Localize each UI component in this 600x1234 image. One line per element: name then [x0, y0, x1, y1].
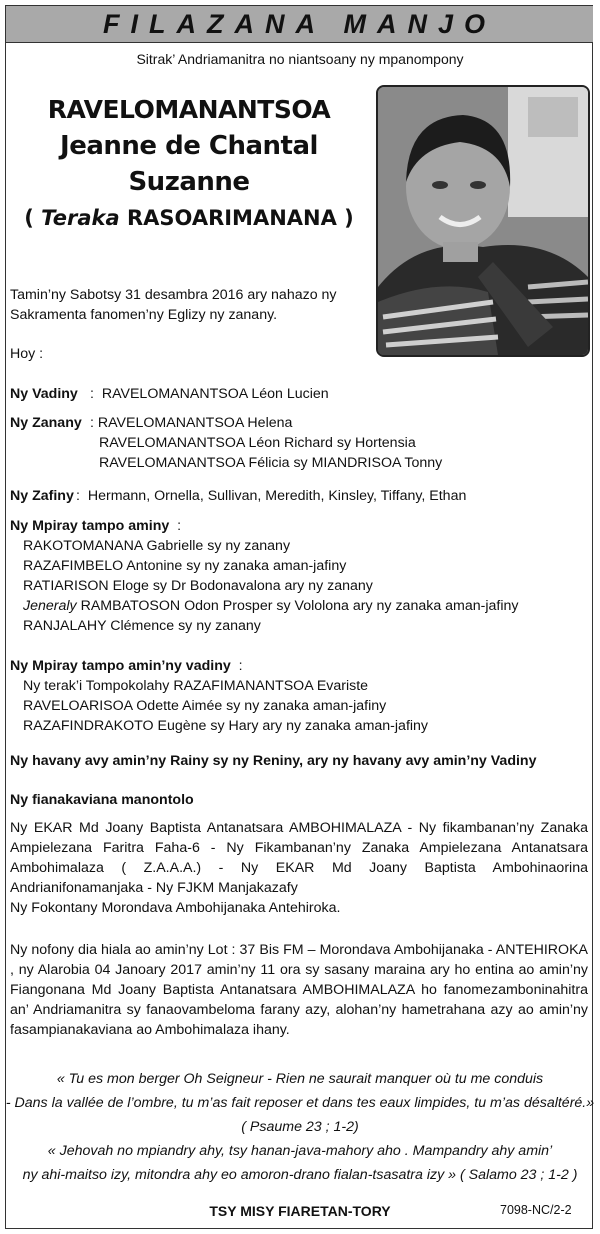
teraka-word: Teraka	[41, 206, 120, 230]
maiden-surname: RASOARIMANANA )	[119, 206, 354, 230]
quote-line: « Jehovah no mpiandry ahy, tsy hanan-java-mahory aho . Mampandry ahy amin’	[47, 1143, 553, 1159]
zanany-label: Ny Zanany	[10, 415, 82, 431]
vadiny-row	[10, 384, 329, 404]
mpiray2-label: Ny Mpiray tampo amin’ny vadiny	[10, 658, 231, 674]
mpiray1-item	[10, 596, 519, 616]
mpiray1-item-text: RAMBATOSON Odon Prosper sy Vololona ary ny zanaka aman-jafiny	[76, 598, 519, 614]
subtitle: Sitrak’ Andriamanitra no niantsoany ny mpanompony	[136, 51, 464, 67]
maiden-name	[14, 200, 364, 236]
portrait-photo	[376, 85, 590, 357]
mpiray1-item: RANJALAHY Clémence sy ny zanany	[23, 618, 261, 634]
vadiny-label: Ny Vadiny	[10, 386, 78, 402]
footer-reference: 7098-NC/2-2	[500, 1203, 572, 1217]
fianakaviana-paragraph: Ny EKAR Md Joany Baptista Antanatsara AMBOHIMALAZA - Ny fikambanan’ny Zanaka Ampielezana Faritra Faha-6 - Ny Fikambanan’ny Zanaka Ampielezana Antanatsara Ambohimalaza ( Z.A.A.A.) - Ny EKAR Md Joany Baptista Ambohinaorina Andrianifonamanjaka - Ny FJKM Manjakazafy	[10, 820, 588, 896]
header-title: FILAZANA MANJO	[103, 8, 496, 39]
mpiray2-item: RAVELOARISOA Odette Aimée sy ny zanaka aman-jafiny	[23, 698, 387, 714]
zafiny-value: Hermann, Ornella, Sullivan, Meredith, Kinsley, Tiffany, Ethan	[87, 488, 467, 504]
zafiny-sep: :	[76, 488, 80, 504]
mpiray1-section	[10, 516, 519, 636]
mpiray2-item: Ny terak’i Tompokolahy RAZAFIMANANTSOA Evariste	[23, 678, 369, 694]
zanany-value-2: RAVELOMANANTSOA Léon Richard sy Hortensia	[99, 435, 416, 451]
mpiray2-item: RAZAFINDRAKOTO Eugène sy Hary ary ny zanaka aman-jafiny	[23, 718, 429, 734]
havany-line: Ny havany avy amin’ny Rainy sy ny Reniny, ary ny havany avy amin’ny Vadiny	[10, 753, 537, 769]
quote-line: « Tu es mon berger Oh Seigneur - Rien ne saurait manquer où tu me conduis	[56, 1071, 544, 1087]
mpiray1-item: RAZAFIMBELO Antonine sy ny zanaka aman-jafiny	[23, 558, 347, 574]
quote-line: - Dans la vallée de l’ombre, tu m’as fait reposer et dans tes eaux limpides, tu m’as désaltéré.»	[5, 1095, 595, 1111]
zanany-value-3: RAVELOMANANTSOA Félicia sy MIANDRISOA Tonny	[99, 455, 443, 471]
zafiny-row	[10, 486, 466, 506]
hoy-text: Hoy :	[10, 346, 44, 362]
mpiray1-sep: :	[177, 518, 182, 534]
deceased-given-name-1: Jeanne de Chantal	[60, 131, 318, 161]
mpiray1-label: Ny Mpiray tampo aminy	[10, 518, 170, 534]
zafiny-label: Ny Zafiny	[10, 488, 74, 504]
jeneraly-title: Jeneraly	[23, 598, 77, 614]
quote-line: ny ahi-maitso izy, mitondra ahy eo amoron-drano fialan-tsasatra izy » ( Salamo 23 ; 1-2 )	[22, 1167, 578, 1183]
mpiray2-sep: :	[238, 658, 243, 674]
vadiny-value: RAVELOMANANTSOA Léon Lucien	[101, 386, 329, 402]
fokontany-line: Ny Fokontany Morondava Ambohijanaka Antehiroka.	[10, 900, 341, 916]
deceased-surname: RAVELOMANANTSOA	[47, 95, 331, 124]
maiden-open: (	[24, 206, 42, 230]
zanany-sep: :	[90, 415, 94, 431]
zanany-value-1: RAVELOMANANTSOA Helena	[97, 415, 293, 431]
zanany-row	[10, 413, 442, 473]
mpiray2-section	[10, 656, 428, 736]
vadiny-sep: :	[90, 386, 94, 402]
mpiray1-item: RAKOTOMANANA Gabrielle sy ny zanany	[23, 538, 291, 554]
fianakaviana-text	[10, 818, 588, 918]
fianakaviana-label: Ny fianakaviana manontolo	[10, 792, 194, 808]
deceased-given-name-2: Suzanne	[128, 167, 250, 197]
mpiray1-item: RATIARISON Eloge sy Dr Bodonavalona ary ny zanany	[23, 578, 373, 594]
intro-text: Tamin’ny Sabotsy 31 desambra 2016 ary nahazo ny Sakramenta fanomen’ny Eglizy ny zanany.	[10, 287, 337, 323]
deceased-names	[14, 92, 364, 236]
notice-header	[6, 6, 593, 43]
quote-reference: ( Psaume 23 ; 1-2)	[241, 1119, 359, 1135]
nofony-text: Ny nofony dia hiala ao amin’ny Lot : 37 Bis FM – Morondava Ambohijanaka - ANTEHIROKA , ny Alarobia 04 Janoary 2017 amin’ny 11 ora sy sasany maraina ary ho entina ao amin’ny Fiangonana Md Joany Baptista Antanatsara AMBOHIMALAZA ho fanomezamboninahitra an’ Andriamanitra sy fanaovambeloma farany azy, alohan’ny hametrahana azy ao amin’ny fasampianakaviana ao Ambohimalaza ihany.	[10, 942, 588, 1038]
footer-note: TSY MISY FIARETAN-TORY	[209, 1203, 391, 1219]
